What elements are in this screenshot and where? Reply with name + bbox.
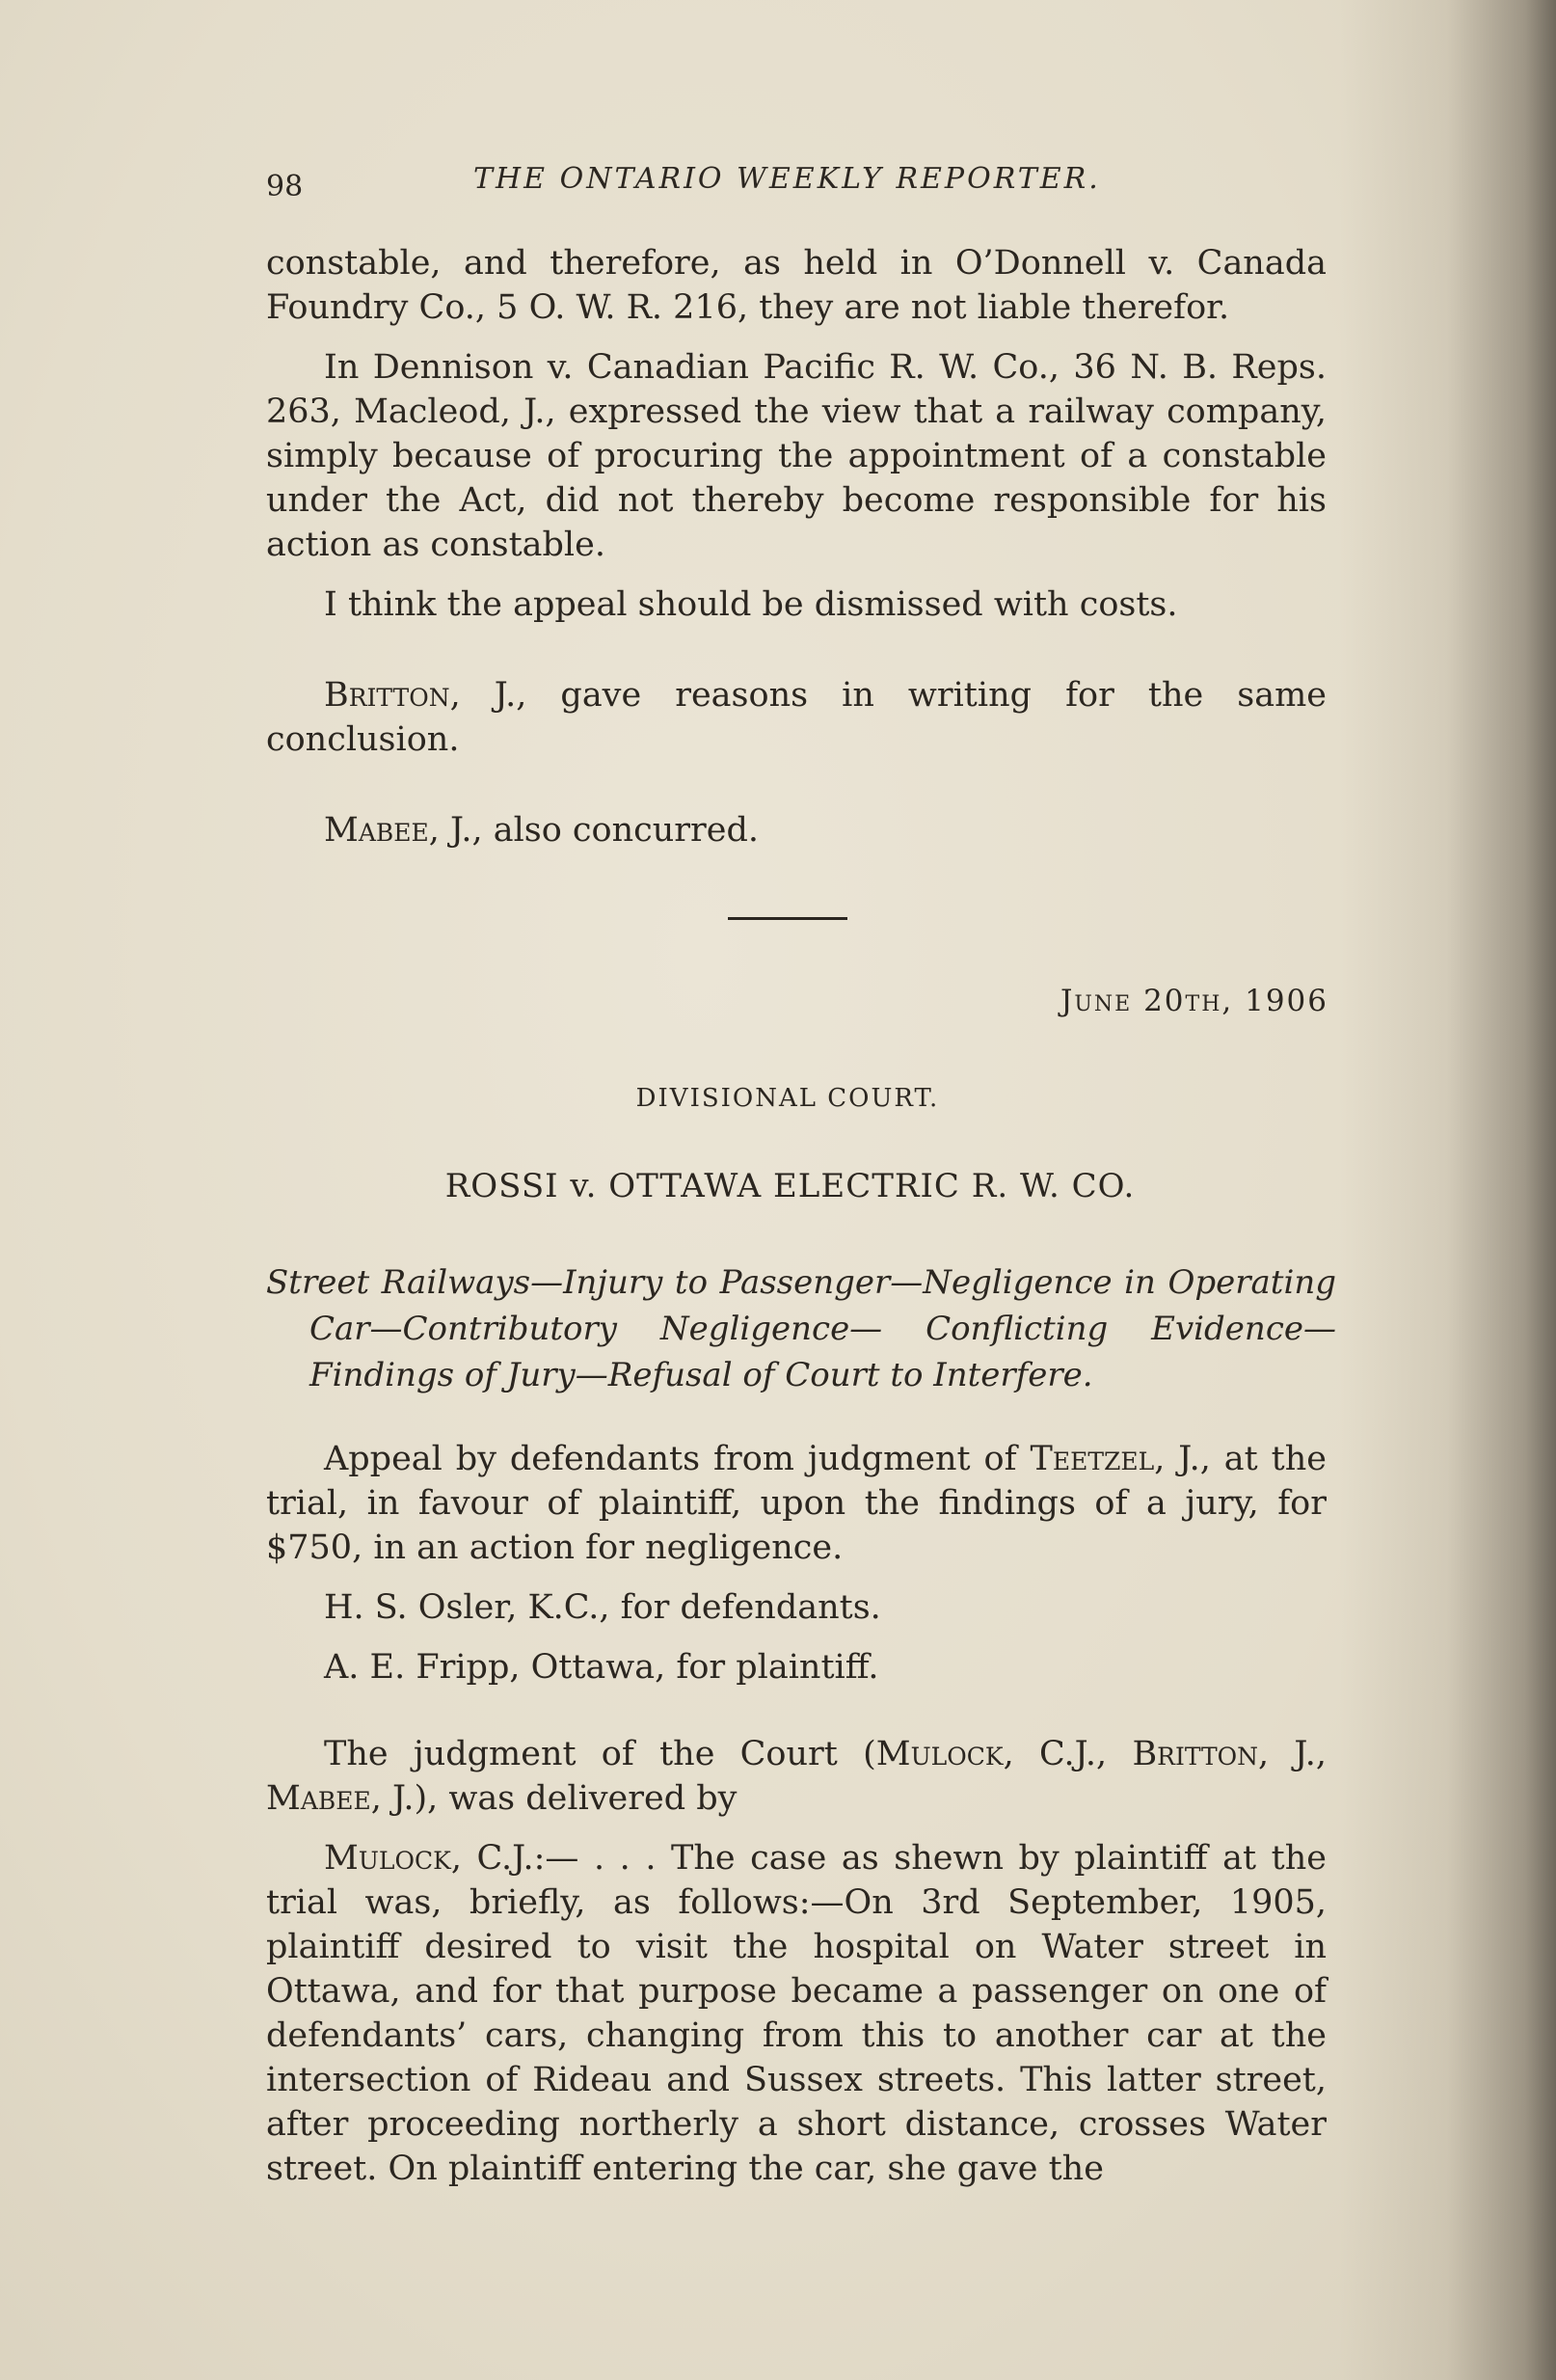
mabee-text: , J., also concurred. [428,811,759,850]
court-name: DIVISIONAL COURT. [635,1084,940,1113]
judgment-text-3: , J., [1258,1735,1327,1773]
appeal-text-1: Appeal by defendants from judgment of [324,1440,1031,1478]
appeal-text-2: , J., at the trial, in favour of plaintiff, upon the findings of a jury, for $750, in an action for negligence. [266,1440,1327,1567]
paragraph-continuation: constable, and therefore, as held in O’Donnell v. Canada Foundry Co., 5 O. W. R. 216, they are not liable therefor. [266,244,1327,327]
counsel-plaintiff: A. E. Fripp, Ottawa, for plaintiff. [324,1648,879,1687]
opinion-continuation [266,241,1327,852]
mulock-opinion-text: , C.J.:— . . . The case as shewn by plaintiff at the trial was, briefly, as follows:—On 3rd September, 1905, plaintiff desired to visit the hospital on Water street in Ottawa, and for that purpose became a passenger on one of defendants’ cars, changing from this to another car at the intersection of Rideau and Sussex streets. This latter street, after proceeding northerly a short distance, crosses Water street. On plaintiff entering the car, she gave the [266,1839,1327,2188]
page-header [266,162,1327,220]
case-date: June 20th, 1906 [1060,984,1328,1018]
paragraph-appeal [266,1437,1327,1570]
counsel-defendants: H. S. Osler, K.C., for defendants. [324,1588,881,1627]
headnote: Street Railways—Injury to Passenger—Negligence in Operating Car—Contributory Negligence— Conflicting Evidence—Findings of Jury—Refusal of Court to Interfere. [266,1263,1336,1394]
page-number: 98 [266,170,304,203]
judge-name-mulock: Mulock [875,1735,1004,1773]
case-title: ROSSI v. OTTAWA ELECTRIC R. W. CO. [444,1167,1136,1205]
paragraph-mabee [266,808,1327,852]
running-head: THE ONTARIO WEEKLY REPORTER. [473,162,1101,196]
judge-name-mabee: Mabee [324,811,429,850]
judge-name-britton: Britton [324,676,450,715]
judgment-text-2: , C.J., [1003,1735,1133,1773]
paragraph-britton [266,673,1327,762]
section-divider [728,917,847,920]
paragraph-judgment [266,1732,1327,1821]
paragraph-conclusion: I think the appeal should be dismissed with costs. [324,585,1178,624]
paragraph-mulock-opinion [266,1836,1327,2191]
case-body [266,1437,1327,2191]
judge-name-mabee-2: Mabee [266,1779,371,1818]
judge-name-britton-2: Britton [1132,1735,1259,1773]
judge-name-mulock-2: Mulock [324,1839,451,1878]
judgment-text-4: , J.), was delivered by [370,1779,738,1818]
britton-text: , J., gave reasons in writing for the same conclusion. [266,676,1327,759]
paragraph-dennison: In Dennison v. Canadian Pacific R. W. Co., 36 N. B. Reps. 263, Macleod, J., expressed the view that a railway company, simply because of procuring the appointment of a constable under the Act, did not thereby become responsible for his action as constable. [266,348,1327,564]
judgment-text-1: The judgment of the Court ( [324,1735,876,1773]
judge-name-teetzel: Teetzel [1030,1440,1155,1478]
